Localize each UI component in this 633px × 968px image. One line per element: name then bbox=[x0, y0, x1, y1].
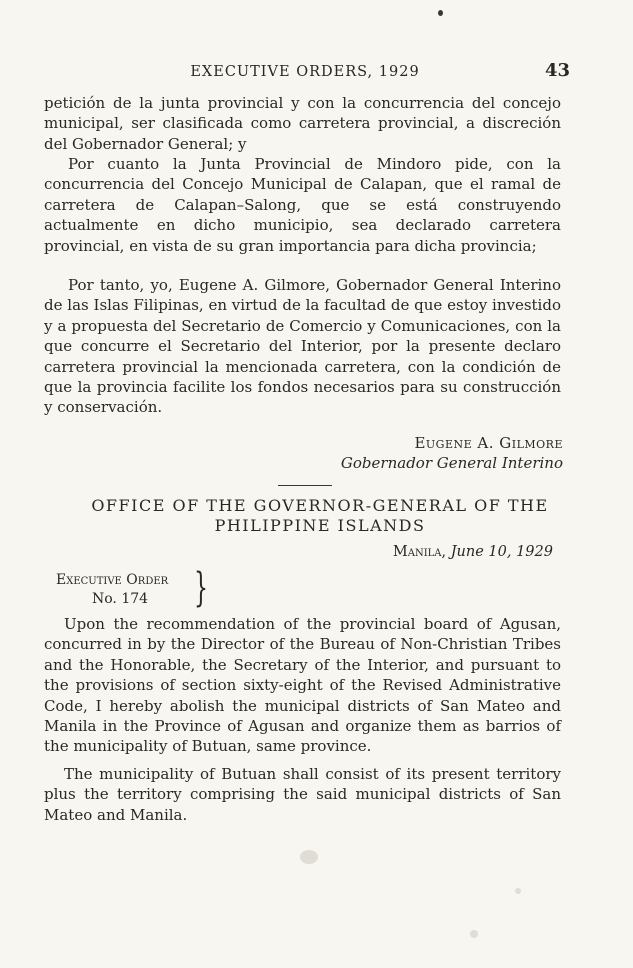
page-number: 43 bbox=[544, 60, 570, 81]
paper-smudge bbox=[515, 888, 521, 894]
paragraph-1: petición de la junta provincial y con la concurrencia del concejo municipal, ser clasificada como carretera provincial, a discreción del Gobernador General; y bbox=[44, 94, 561, 153]
paragraph-2: Por cuanto la Junta Provincial de Mindoro pide, con la concurrencia del Concejo Municipal de Calapan, que el ramal de carretera de Calapan–Salong, que se está construyendo actualmente en dicho municipio, sea declarado carretera provincial, en vista de su gran importancia para dicha provincia; bbox=[44, 155, 561, 255]
dateline-place: Manila bbox=[392, 544, 442, 560]
dateline bbox=[393, 544, 553, 560]
paper-smudge bbox=[300, 850, 318, 864]
running-head: EXECUTIVE ORDERS, 1929 bbox=[190, 64, 420, 80]
right-brace-icon: } bbox=[194, 565, 208, 611]
dateline-date: June 10, 1929 bbox=[450, 544, 553, 560]
dateline-comma: , bbox=[441, 544, 451, 560]
signature-title: Gobernador General Interino bbox=[340, 454, 563, 472]
paragraph-4: Upon the recommendation of the provincial board of Agusan, concurred in by the Director of the Bureau of Non-Christian Tribes and the Honorable, the Secretary of the Interior, and pursuant to the provisions of section sixty-eight of the Revised Administrative Code, I hereby abolish the municipal districts of San Mateo and Manila in the Province of Agusan and organize them as barrios of the municipality of Butuan, same province. bbox=[44, 615, 561, 756]
executive-order-label: Executive Order bbox=[56, 572, 169, 588]
paragraph-5: The municipality of Butuan shall consist of its present territory plus the territory comprising the said municipal districts of San Mateo and Manila. bbox=[44, 765, 561, 824]
signature-name: Eugene A. Gilmore bbox=[414, 434, 563, 452]
ink-speck bbox=[438, 10, 443, 16]
paragraph-3: Por tanto, yo, Eugene A. Gilmore, Gobernador General Interino de las Islas Filipinas, en virtud de la facultad de que estoy investido y a propuesta del Secretario de Comercio y Comunicaciones, con la que concurre el Secretario del Interior, por la presente declaro carretera provincial la mencionada carretera, con la condición de que la provincia facilite los fondos necesarios para su construcción y conservación. bbox=[44, 276, 561, 417]
page-header bbox=[40, 60, 570, 84]
section-divider bbox=[278, 485, 332, 486]
executive-order-number: No. 174 bbox=[92, 591, 149, 607]
office-heading: OFFICE OF THE GOVERNOR-GENERAL OF THE PHILIPPINE ISLANDS bbox=[91, 496, 549, 535]
paper-smudge bbox=[470, 930, 478, 938]
